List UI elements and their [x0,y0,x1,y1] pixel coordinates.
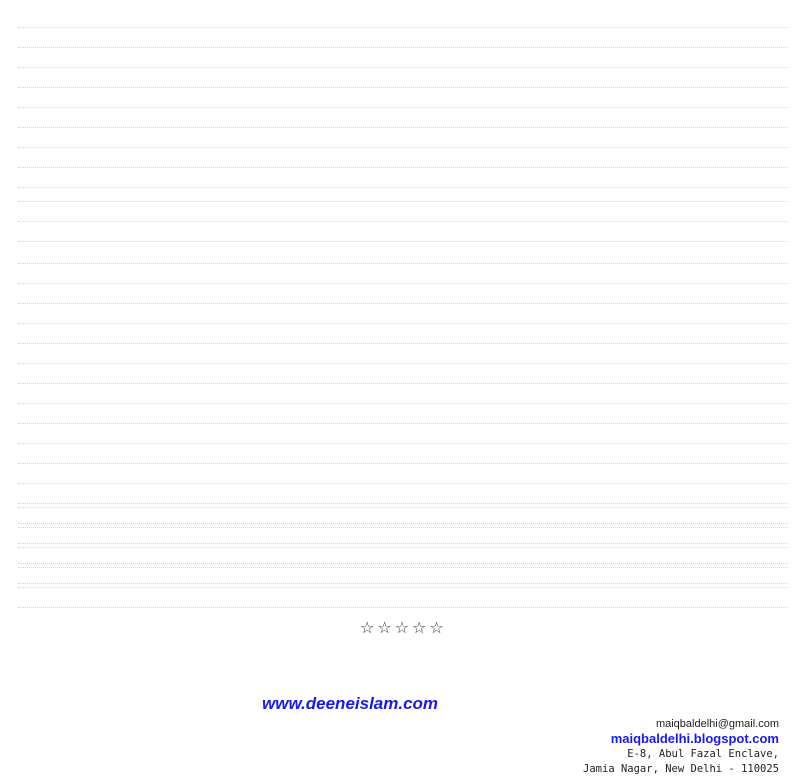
website-link[interactable]: www.deeneislam.com [262,694,439,713]
paragraph-4 [18,488,788,608]
blog-link[interactable]: maiqbaldelhi.blogspot.com [610,731,779,746]
address-line-1: E-8, Abul Fazal Enclave, [627,748,779,760]
date-stamp [628,690,776,712]
paragraph-2-numbered-list [18,182,788,242]
paragraph-1 [18,8,788,188]
email-address[interactable]: maiqbaldelhi@gmail.com [655,718,779,730]
address-line-2: Jamia Nagar, New Delhi - 110025 [583,763,779,775]
star-separator: ☆☆☆☆☆ [360,618,447,637]
